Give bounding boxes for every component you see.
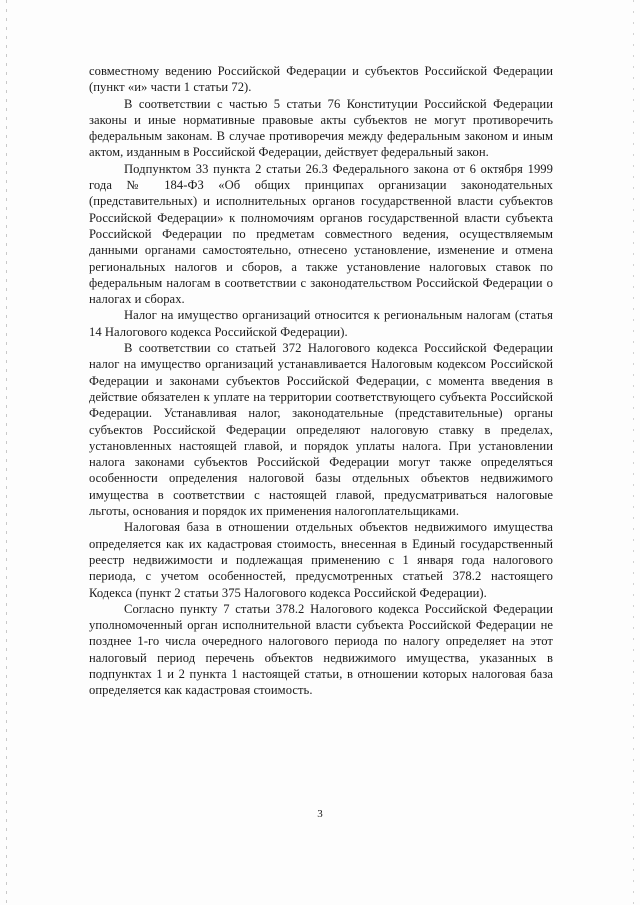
document-body [89, 63, 553, 699]
paragraph-article-378-2: Согласно пункту 7 статьи 378.2 Налогового кодекса Российской Федерации уполномоченный орган исполнительной власти субъекта Российской Федерации не позднее 1-го числа очередного налогового периода по налогу определяет на этот налоговый период перечень объектов недвижимого имущества, указанных в подпунктах 1 и 2 пункта 1 настоящей статьи, в отношении которых налоговая база определяется как кадастровая стоимость. [89, 601, 553, 698]
paragraph-federal-law-184: Подпунктом 33 пункта 2 статьи 26.3 Федерального закона от 6 октября 1999 года № 184-ФЗ «Об общих принципах организации законодательных (представительных) и исполнительных органов государственной власти субъектов Российской Федерации» к полномочиям органов государственной власти субъекта Российской Федерации по предметам совместного ведения, осуществляемым данными органами самостоятельно, отнесено установление, изменение и отмена региональных налогов и сборов, а также установление налоговых ставок по федеральным налогам в соответствии с законодательством Российской Федерации о налогах и сборах. [89, 161, 553, 307]
scan-edge-right [633, 0, 634, 905]
paragraph-regional-tax: Налог на имущество организаций относится к региональным налогам (статья 14 Налогового кодекса Российской Федерации). [89, 308, 553, 339]
page-number: 3 [317, 808, 323, 820]
scan-edge-left [6, 0, 7, 905]
paragraph-tax-base: Налоговая база в отношении отдельных объектов недвижимого имущества определяется как их кадастровая стоимость, внесенная в Единый государственный реестр недвижимости и подлежащая применению с 1 января года налогового периода, с учетом особенностей, предусмотренных статьей 378.2 настоящего Кодекса (пункт 2 статьи 375 Налогового кодекса Российской Федерации). [89, 520, 553, 600]
paragraph-article-372: В соответствии со статьей 372 Налогового кодекса Российской Федерации налог на имущество организаций устанавливается Налоговым кодексом Российской Федерации и законами субъектов Российской Федерации, с момента введения в действие обязателен к уплате на территории соответствующего субъекта Российской Федерации. Устанавливая налог, законодательные (представительные) органы субъектов Российской Федерации определяют налоговую ставку в пределах, установленных настоящей главой, и порядок уплаты налога. При установлении налога законами субъектов Российской Федерации могут также определяться особенности определения налоговой базы отдельных объектов недвижимого имущества в соответствии с настоящей главой, предусматриваться налоговые льготы, основания и порядок их применения налогоплательщиками. [89, 341, 553, 519]
paragraph-constitution-article-76: В соответствии с частью 5 статьи 76 Конституции Российской Федерации законы и иные нормативные правовые акты субъектов не могут противоречить федеральным законам. В случае противоречия между федеральным законом и иным актом, изданным в Российской Федерации, действует федеральный закон. [89, 96, 553, 160]
paragraph-continuation: совместному ведению Российской Федерации и субъектов Российской Федерации (пункт «и» части 1 статьи 72). [89, 64, 553, 95]
